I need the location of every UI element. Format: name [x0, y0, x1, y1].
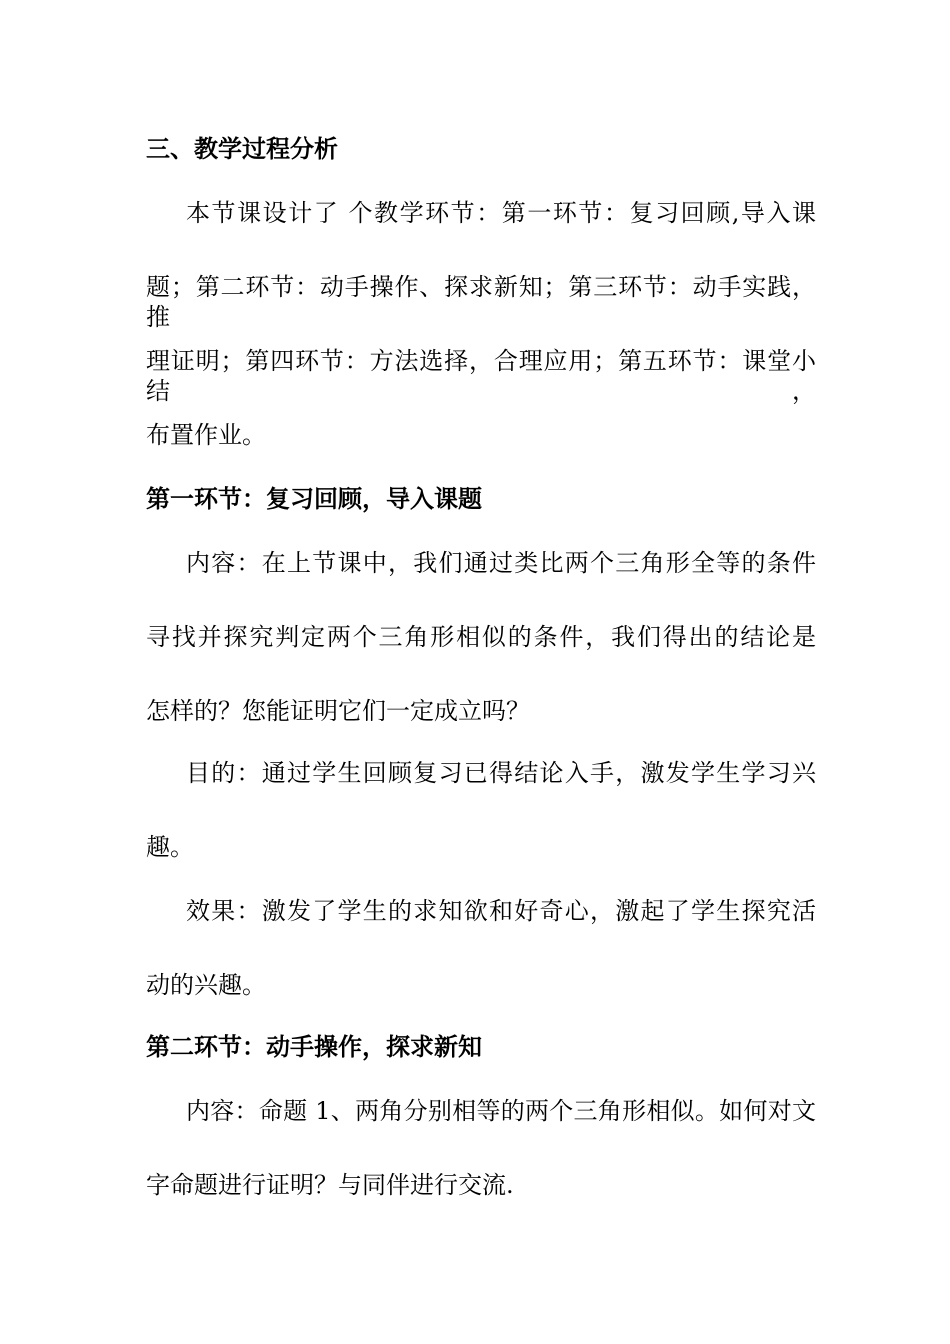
- step1-content-line-2: 寻找并探究判定两个三角形相似的条件，我们得出的结论是: [146, 623, 816, 651]
- step2-heading: 第二环节：动手操作，探求新知: [146, 1033, 482, 1061]
- step1-effect-line-1: 效果：激发了学生的求知欲和好奇心，激起了学生探究活: [186, 897, 816, 925]
- intro-line-3: 理证明；第四环节：方法选择，合理应用；第五环节：课堂小结，: [146, 347, 816, 405]
- step1-effect-line-2: 动的兴趣。: [146, 971, 266, 999]
- step2-content-line-1: 内容：命题 1、两角分别相等的两个三角形相似。如何对文: [186, 1097, 816, 1125]
- step1-content-line-1: 内容：在上节课中，我们通过类比两个三角形全等的条件: [186, 549, 816, 577]
- intro-line-2: 题；第二环节：动手操作、探求新知；第三环节：动手实践，推: [146, 273, 816, 331]
- step1-heading: 第一环节：复习回顾，导入课题: [146, 485, 482, 513]
- intro-line-4: 布置作业。: [146, 421, 266, 449]
- step1-purpose-line-1: 目的：通过学生回顾复习已得结论入手，激发学生学习兴: [186, 759, 816, 787]
- step1-purpose-line-2: 趣。: [146, 833, 194, 861]
- section-heading: 三、教学过程分析: [146, 135, 338, 163]
- step1-content-line-3: 怎样的？您能证明它们一定成立吗？: [146, 697, 530, 725]
- intro-line-1: 本节课设计了 个教学环节：第一环节：复习回顾,导入课: [186, 199, 816, 227]
- step2-content-line-2: 字命题进行证明？与同伴进行交流.: [146, 1171, 514, 1199]
